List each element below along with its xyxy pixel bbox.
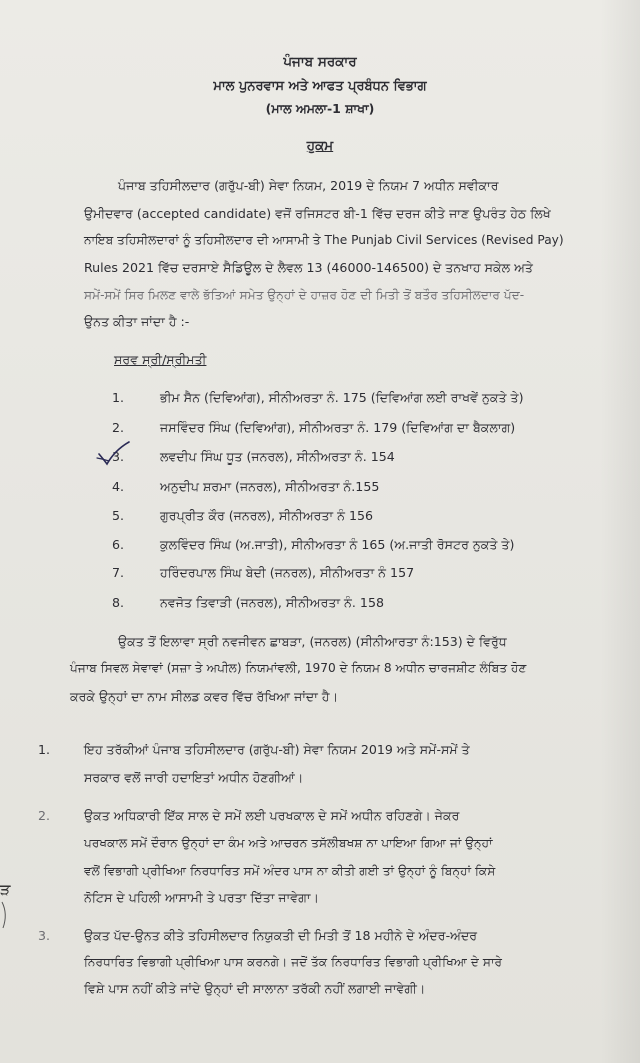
condition-2-line-2: ਪਰਖਕਾਲ ਸਮੇਂ ਦੌਰਾਨ ਉਨ੍ਹਾਂ ਦਾ ਕੰਮ ਅਤੇ ਆਚਰਨ ਤਸੱਲੀਬਖਸ਼ ਨਾ ਪਾਇਆ ਗਿਆ ਜਾਂ ਉਨ੍ਹਾਂ [84, 836, 493, 850]
officer-entry: ਨਵਜੋਤ ਤਿਵਾੜੀ (ਜਨਰਲ), ਸੀਨੀਅਰਤਾ ਨੰ. 158 [160, 595, 384, 610]
page-shadow [600, 0, 640, 1063]
list-heading: ਸਰਵ ਸ੍ਰੀ/ਸ੍ਰੀਮਤੀ [114, 352, 207, 367]
officer-number: 7. [112, 565, 125, 580]
condition-number: 1. [38, 742, 51, 757]
officer-row-6 [112, 537, 572, 553]
condition-3-line-2: ਨਿਰਧਾਰਿਤ ਵਿਭਾਗੀ ਪ੍ਰੀਖਿਆ ਪਾਸ ਕਰਨਗੇ। ਜਦੋਂ ਤੱਕ ਨਿਰਧਾਰਿਤ ਵਿਭਾਗੀ ਪ੍ਰੀਖਿਆ ਦੇ ਸਾਰੇ [84, 955, 503, 969]
sealed-para-line-1: ਉਕਤ ਤੋਂ ਇਲਾਵਾ ਸ੍ਰੀ ਨਵਜੀਵਨ ਛਾਬੜਾ, (ਜਨਰਲ) (ਸੀਨੀਆਰਤਾ ਨੰ:153) ਦੇ ਵਿਰੁੱਧ [118, 634, 507, 649]
intro-line-6: ਉਨਤ ਕੀਤਾ ਜਾਂਦਾ ਹੈ :- [84, 314, 190, 329]
condition-number: 2. [38, 808, 51, 823]
intro-line-3: ਨਾਇਬ ਤਹਿਸੀਲਦਾਰਾਂ ਨੂੰ ਤਹਿਸੀਲਦਾਰ ਦੀ ਆਸਾਮੀ ਤੇ The Punjab Civil Services (Revised Pay) [84, 233, 564, 247]
sealed-para-line-2: ਪੰਜਾਬ ਸਿਵਲ ਸੇਵਾਵਾਂ (ਸਜ਼ਾ ਤੇ ਅਪੀਲ) ਨਿਯਮਾਂਵਲੀ, 1970 ਦੇ ਨਿਯਮ 8 ਅਧੀਨ ਚਾਰਜਸ਼ੀਟ ਲੰਬਿਤ ਹੋਣ [70, 661, 527, 675]
officer-row-5 [112, 508, 572, 524]
sealed-para-line-3: ਕਰਕੇ ਉਨ੍ਹਾਂ ਦਾ ਨਾਮ ਸੀਲਡ ਕਵਰ ਵਿੱਚ ਰੱਖਿਆ ਜਾਂਦਾ ਹੈ। [70, 689, 339, 704]
department-name: ਮਾਲ ਪੁਨਰਵਾਸ ਅਤੇ ਆਫਤ ਪ੍ਰਬੰਧਨ ਵਿਭਾਗ [213, 79, 427, 94]
officer-number: 4. [112, 479, 125, 494]
intro-line-5: ਸਮੇਂ-ਸਮੇਂ ਸਿਰ ਮਿਲਣ ਵਾਲੇ ਭੱਤਿਆਂ ਸਮੇਤ ਉਨ੍ਹਾਂ ਦੇ ਹਾਜ਼ਰ ਹੋਣ ਦੀ ਮਿਤੀ ਤੋਂ ਬਤੌਰ ਤਹਿਸੀਲਦਾਰ ਪੱਦ- [84, 288, 525, 302]
order-title: ਹੁਕਮ [306, 138, 334, 154]
condition-2-line-3: ਵਲੋਂ ਵਿਭਾਗੀ ਪ੍ਰੀਖਿਆ ਨਿਰਧਾਰਿਤ ਸਮੇਂ ਅੰਦਰ ਪਾਸ ਨਾ ਕੀਤੀ ਗਈ ਤਾਂ ਉਨ੍ਹਾਂ ਨੂੰ ਬਿਨ੍ਹਾਂ ਕਿਸੇ [84, 864, 496, 878]
officer-row-2 [112, 420, 572, 436]
officer-number: 1. [112, 390, 125, 405]
officer-number: 8. [112, 595, 125, 610]
officer-row-3 [112, 449, 572, 465]
condition-number: 3. [38, 928, 51, 943]
officer-entry: ਗੁਰਪ੍ਰੀਤ ਕੌਰ (ਜਨਰਲ), ਸੀਨੀਅਰਤਾ ਨੰ 156 [160, 508, 374, 523]
branch-name: (ਮਾਲ ਅਮਲਾ-1 ਸ਼ਾਖਾ) [265, 101, 375, 116]
handwritten-tick-icon [95, 440, 133, 468]
officer-row-7 [112, 565, 572, 581]
condition-1-line-1: ਇਹ ਤਰੱਕੀਆਂ ਪੰਜਾਬ ਤਹਿਸੀਲਦਾਰ (ਗਰੁੱਪ-ਬੀ) ਸੇਵਾ ਨਿਯਮ 2019 ਅਤੇ ਸਮੇਂ-ਸਮੇਂ ਤੇ [84, 742, 470, 757]
condition-2-line-4: ਨੋਟਿਸ ਦੇ ਪਹਿਲੀ ਆਸਾਮੀ ਤੇ ਪਰਤਾ ਦਿੱਤਾ ਜਾਵੇਗਾ। [84, 890, 320, 905]
officer-number: 3. [112, 449, 125, 464]
officer-entry: ਅਨੁਦੀਪ ਸ਼ਰਮਾ (ਜਨਰਲ), ਸੀਨੀਅਰਤਾ ਨੰ.155 [160, 479, 380, 494]
intro-line-4: Rules 2021 ਵਿੱਚ ਦਰਸਾਏ ਸੈਡਿਊਲ ਦੇ ਲੈਵਲ 13 (46000-146500) ਦੇ ਤਨਖਾਹ ਸਕੇਲ ਅਤੇ [84, 260, 533, 275]
officer-number: 2. [112, 420, 125, 435]
officer-number: 5. [112, 508, 125, 523]
officer-entry: ਹਰਿੰਦਰਪਾਲ ਸਿੰਘ ਬੇਦੀ (ਜਨਰਲ), ਸੀਨੀਅਰਤਾ ਨੰ 157 [160, 565, 415, 580]
officer-row-4 [112, 479, 572, 495]
condition-3-line-3: ਵਿਸ਼ੇ ਪਾਸ ਨਹੀਂ ਕੀਤੇ ਜਾਂਦੇ ਉਨ੍ਹਾਂ ਦੀ ਸਾਲਾਨਾ ਤਰੱਕੀ ਨਹੀਂ ਲਗਾਈ ਜਾਵੇਗੀ। [84, 981, 426, 996]
condition-3-line-1: ਉਕਤ ਪੱਦ-ਉਨਤ ਕੀਤੇ ਤਹਿਸੀਲਦਾਰ ਨਿਯੁਕਤੀ ਦੀ ਮਿਤੀ ਤੋਂ 18 ਮਹੀਨੇ ਦੇ ਅੰਦਰ-ਅੰਦਰ [84, 928, 478, 943]
condition-2-line-1: ਉਕਤ ਅਧਿਕਾਰੀ ਇੱਕ ਸਾਲ ਦੇ ਸਮੇਂ ਲਈ ਪਰਖਕਾਲ ਦੇ ਸਮੇਂ ਅਧੀਨ ਰਹਿਣਗੇ। ਜੇਕਰ [84, 808, 460, 823]
government-name: ਪੰਜਾਬ ਸਰਕਾਰ [283, 54, 357, 70]
intro-line-2: ਉਮੀਦਵਾਰ (accepted candidate) ਵਜੋਂ ਰਜਿਸਟਰ ਬੀ-1 ਵਿੱਚ ਦਰਜ ਕੀਤੇ ਜਾਣ ਉਪਰੰਤ ਹੇਠ ਲਿਖੇ [84, 206, 551, 221]
condition-1-line-2: ਸਰਕਾਰ ਵਲੋਂ ਜਾਰੀ ਹਦਾਇਤਾਂ ਅਧੀਨ ਹੋਣਗੀਆਂ। [84, 770, 304, 785]
margin-handwritten-note: ੜ [0, 880, 11, 899]
officer-number: 6. [112, 537, 125, 552]
intro-line-1: ਪੰਜਾਬ ਤਹਿਸੀਲਦਾਰ (ਗਰੁੱਪ-ਬੀ) ਸੇਵਾ ਨਿਯਮ, 2019 ਦੇ ਨਿਯਮ 7 ਅਧੀਨ ਸਵੀਕਾਰ [118, 178, 499, 193]
officer-row-8 [112, 595, 572, 611]
officer-row-1 [112, 390, 572, 406]
officer-entry: ਕੁਲਵਿੰਦਰ ਸਿੰਘ (ਅ.ਜਾਤੀ), ਸੀਨੀਅਰਤਾ ਨੰ 165 (ਅ.ਜਾਤੀ ਰੋਸਟਰ ਨੁਕਤੇ ਤੇ) [160, 537, 515, 552]
officer-entry: ਜਸਵਿੰਦਰ ਸਿੰਘ (ਦਿਵਿਆਂਗ), ਸੀਨੀਅਰਤਾ ਨੰ. 179 (ਦਿਵਿਆਂਗ ਦਾ ਬੈਕਲਾਗ) [160, 420, 516, 435]
officer-entry: ਭੀਮ ਸੈਨ (ਦਿਵਿਆਂਗ), ਸੀਨੀਅਰਤਾ ਨੰ. 175 (ਦਿਵਿਆਂਗ ਲਈ ਰਾਖਵੇਂ ਨੁਕਤੇ ਤੇ) [160, 390, 524, 405]
margin-stroke-icon [0, 900, 14, 930]
officer-entry: ਲਵਦੀਪ ਸਿੰਘ ਧੂਤ (ਜਨਰਲ), ਸੀਨੀਅਰਤਾ ਨੰ. 154 [160, 449, 395, 464]
